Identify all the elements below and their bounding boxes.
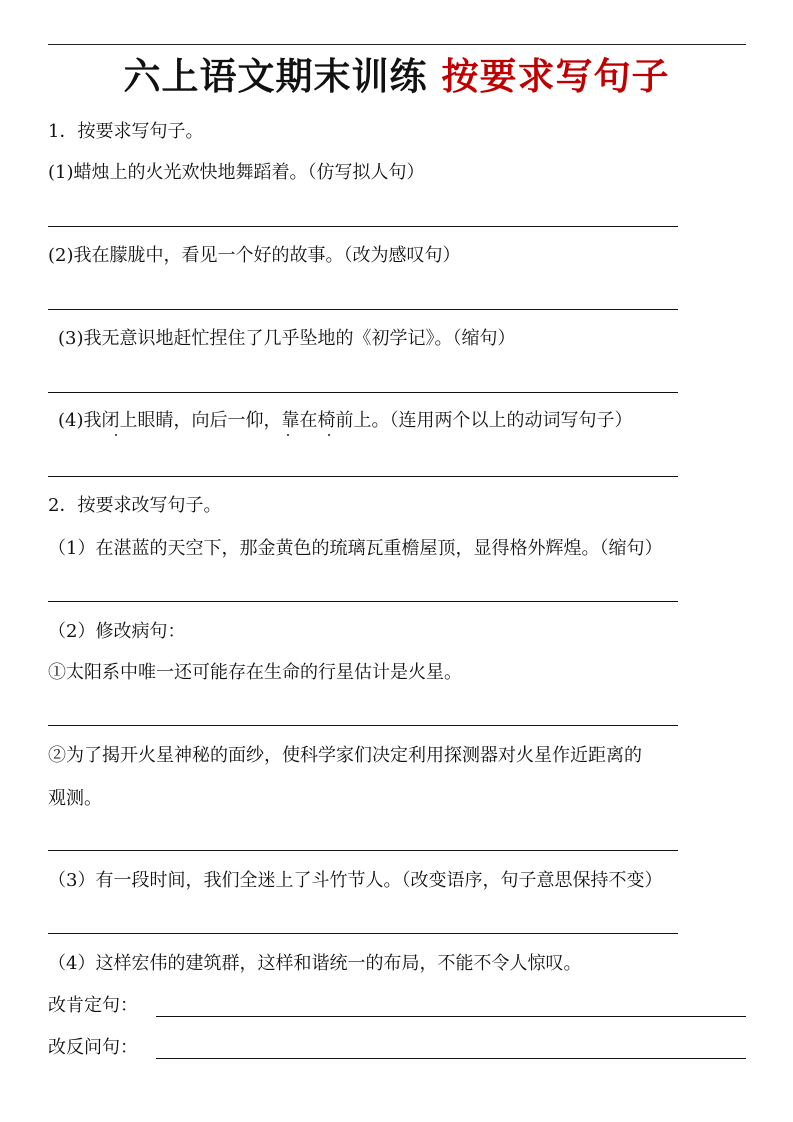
title-main: 六上语文期末训练: [123, 55, 428, 98]
q1-item-4: (4)我闭上眼睛，向后一仰，靠在椅前上。（连用两个以上的动词写句子）: [58, 410, 633, 431]
title-highlight: 按要求写句子: [441, 55, 670, 98]
q2-item-1: （1）在湛蓝的天空下，那金黄色的琉璃瓦重檐屋顶，显得格外辉煌。（缩句）: [48, 538, 663, 559]
answer-line-q1-3[interactable]: [48, 392, 678, 393]
q2-item-2b-line1: ②为了揭开火星神秘的面纱，使科学家们决定利用探测器对火星作近距离的: [48, 745, 642, 766]
answer-line-q2-2b[interactable]: [48, 850, 678, 851]
affirmative-label: 改肯定句：: [48, 995, 138, 1016]
q1-heading: 1．按要求写句子。: [48, 121, 204, 142]
q2-item-2a: ①太阳系中唯一还可能存在生命的行星估计是火星。: [48, 662, 462, 683]
answer-line-q2-3[interactable]: [48, 933, 678, 934]
page-title: [0, 54, 793, 100]
answer-line-rhetorical[interactable]: [156, 1058, 746, 1059]
q2-heading: 2．按要求改写句子。: [48, 495, 222, 516]
q1-item-3: (3)我无意识地赶忙捏住了几乎坠地的《初学记》。（缩句）: [58, 328, 516, 349]
answer-line-q2-2a[interactable]: [48, 725, 678, 726]
q2-item-2b-line2: 观测。: [48, 788, 102, 809]
q1-item-1: (1)蜡烛上的火光欢快地舞蹈着。（仿写拟人句）: [48, 162, 425, 183]
rhetorical-label: 改反问句：: [48, 1037, 138, 1058]
q2-item-2-heading: （2）修改病句：: [48, 621, 186, 642]
top-rule: [48, 44, 746, 45]
emphasis-dot: [287, 434, 289, 436]
emphasis-dot: [115, 434, 117, 436]
answer-line-q1-2[interactable]: [48, 309, 678, 310]
q2-item-4: （4）这样宏伟的建筑群，这样和谐统一的布局，不能不令人惊叹。: [48, 953, 582, 974]
q2-item-3: （3）有一段时间，我们全迷上了斗竹节人。（改变语序，句子意思保持不变）: [48, 870, 663, 891]
answer-line-q1-4[interactable]: [48, 476, 678, 477]
answer-line-q1-1[interactable]: [48, 226, 678, 227]
q1-item-2: (2)我在朦胧中，看见一个好的故事。（改为感叹句）: [48, 245, 461, 266]
answer-line-affirmative[interactable]: [156, 1016, 746, 1017]
emphasis-dot: [328, 434, 330, 436]
answer-line-q2-1[interactable]: [48, 601, 678, 602]
